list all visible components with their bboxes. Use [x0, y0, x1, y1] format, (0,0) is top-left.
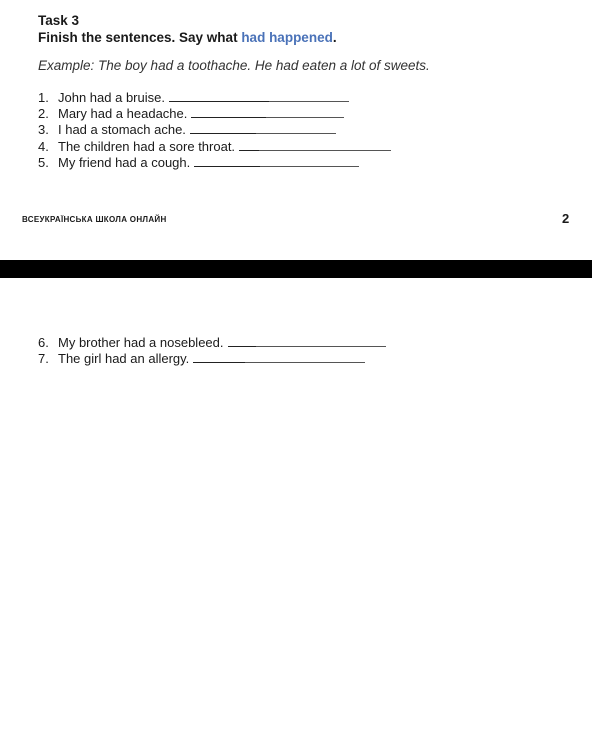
item-number: 7.: [38, 351, 49, 367]
answer-blank[interactable]: [191, 110, 344, 118]
item-number: 1.: [38, 90, 49, 105]
page-divider: [0, 260, 592, 278]
list-item: [38, 351, 386, 367]
list-item: [38, 90, 391, 106]
answer-blank[interactable]: [193, 355, 365, 363]
item-number: 4.: [38, 138, 49, 154]
sentence-list-page-1: [38, 90, 391, 171]
answer-blank[interactable]: [190, 126, 336, 134]
page-number: 2: [562, 211, 570, 226]
item-number: 2.: [38, 106, 49, 122]
list-item: [38, 106, 391, 122]
task-instruction: [38, 30, 337, 46]
item-sentence: My brother had a nosebleed.: [58, 335, 224, 350]
item-sentence: John had a bruise.: [58, 90, 165, 105]
item-number: 6.: [38, 335, 49, 350]
item-sentence: The children had a sore throat.: [58, 138, 236, 154]
example-sentence: Example: The boy had a toothache. He had eaten a lot of sweets.: [38, 58, 430, 73]
instruction-suffix: .: [332, 30, 337, 45]
list-item: [38, 122, 391, 138]
footer-school-name: ВСЕУКРАЇНСЬКА ШКОЛА ОНЛАЙН: [22, 215, 167, 224]
sentence-list-page-2: [38, 335, 386, 367]
list-item: [38, 139, 391, 155]
list-item: [38, 155, 391, 171]
item-sentence: Mary had a headache.: [58, 106, 188, 122]
answer-blank[interactable]: [194, 159, 359, 167]
instruction-prefix: Finish the sentences. Say what: [38, 30, 242, 45]
item-number: 5.: [38, 154, 49, 170]
answer-blank[interactable]: [169, 94, 349, 102]
answer-blank[interactable]: [239, 143, 391, 151]
list-item: [38, 335, 386, 351]
item-sentence: I had a stomach ache.: [58, 122, 186, 138]
item-sentence: The girl had an allergy.: [58, 351, 190, 367]
instruction-highlight: had happened: [241, 30, 333, 45]
task-title: Task 3: [38, 13, 80, 28]
answer-blank[interactable]: [228, 339, 386, 347]
item-sentence: My friend had a cough.: [58, 154, 191, 170]
item-number: 3.: [38, 122, 49, 138]
